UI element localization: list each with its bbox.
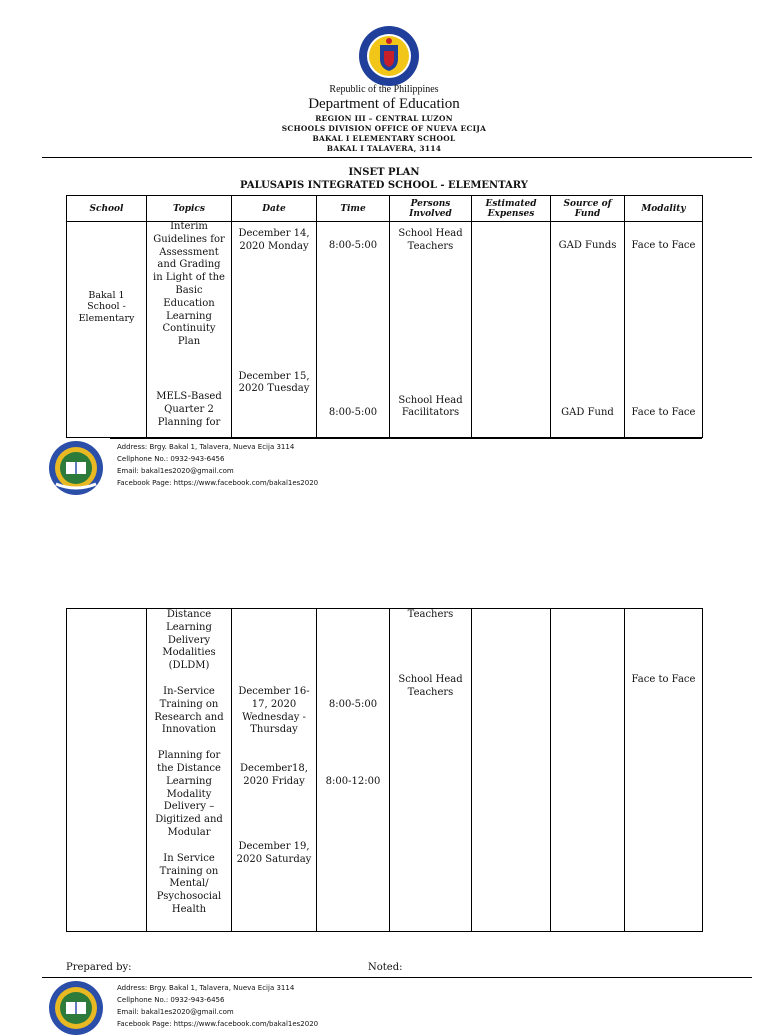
- fund-cell: [551, 609, 625, 932]
- inset-plan-table-continued: [66, 608, 703, 932]
- school-logo-icon: [48, 440, 104, 496]
- document-title: INSET PLAN: [348, 167, 420, 178]
- fund-cell: GAD Fund: [561, 406, 614, 418]
- header-topics: Topics: [147, 196, 232, 222]
- footer-email: Email: bakal1es2020@gmail.com: [117, 467, 234, 475]
- topic-cell: Interim Guidelines for Assessment and Grading in Light of the Basic Education Learning Continuity Plan: [153, 221, 225, 348]
- inset-plan-table: [66, 195, 703, 438]
- header-date: Date: [232, 196, 317, 222]
- date-cell: December 15, 2020 Tuesday: [238, 370, 310, 395]
- school-cell: Bakal 1 School - Elementary: [78, 289, 135, 324]
- date-cell: December 16-17, 2020 Wednesday - Thursday: [238, 686, 310, 736]
- date-cell: December18, 2020 Friday: [240, 763, 308, 787]
- footer-facebook: Facebook Page: https://www.facebook.com/bakal1es2020: [117, 479, 319, 487]
- topic-cell: Planning for the Distance Learning Modality Delivery – Digitized and Modular: [155, 750, 223, 838]
- footer-cellphone: Cellphone No.: 0932-943-6456: [117, 455, 225, 463]
- date-cell: December 14, 2020 Monday: [238, 228, 310, 252]
- persons-cell: Teachers: [407, 609, 454, 620]
- modality-cell: Face to Face: [631, 406, 696, 418]
- division-line: SCHOOLS DIVISION OFFICE OF NUEVA ECIJA: [281, 124, 487, 133]
- footer-address: Address: Brgy. Bakal 1, Talavera, Nueva Ecija 3114: [117, 443, 295, 451]
- school-line: BAKAL I ELEMENTARY SCHOOL: [312, 134, 456, 143]
- header-fund: Source of Fund: [551, 196, 625, 222]
- expenses-cell: [472, 222, 551, 438]
- republic-line: Republic of the Philippines: [329, 84, 439, 95]
- noted-label: Noted:: [368, 962, 403, 973]
- persons-cell: School Head Teachers: [398, 673, 463, 698]
- header-divider: [42, 157, 752, 158]
- footer-address: Address: Brgy. Bakal 1, Talavera, Nueva Ecija 3114: [117, 984, 295, 992]
- header-time: Time: [317, 196, 390, 222]
- fund-cell: GAD Funds: [558, 240, 617, 251]
- department-name: Department of Education: [308, 96, 460, 112]
- topic-cell: MELS-Based Quarter 2 Planning for: [156, 390, 222, 428]
- header-persons: Persons Involved: [390, 196, 472, 222]
- modality-cell: Face to Face: [631, 240, 696, 251]
- region-line: REGION III – CENTRAL LUZON: [315, 114, 453, 123]
- time-cell: 8:00-5:00: [328, 406, 378, 418]
- persons-cell: School Head Facilitators: [398, 394, 463, 419]
- school-logo-icon: [48, 980, 104, 1036]
- header-modality: Modality: [625, 196, 703, 222]
- school-cell: [67, 609, 147, 932]
- time-cell: 8:00-5:00: [328, 240, 378, 251]
- deped-seal-icon: [358, 25, 420, 87]
- footer-facebook: Facebook Page: https://www.facebook.com/bakal1es2020: [117, 1020, 319, 1028]
- footer-cellphone: Cellphone No.: 0932-943-6456: [117, 996, 225, 1004]
- footer-divider: [110, 438, 702, 439]
- topic-cell: In Service Training on Mental/ Psychosocial Health: [156, 852, 222, 915]
- document-subtitle: PALUSAPIS INTEGRATED SCHOOL - ELEMENTARY: [240, 180, 528, 191]
- footer-email: Email: bakal1es2020@gmail.com: [117, 1008, 234, 1016]
- prepared-by-label: Prepared by:: [66, 962, 132, 973]
- expenses-cell: [472, 609, 551, 932]
- school-address-line: BAKAL I TALAVERA, 3114: [326, 144, 442, 153]
- topic-cell: Distance Learning Delivery Modalities (DLDM): [162, 609, 216, 672]
- header-expenses: Estimated Expenses: [472, 196, 551, 222]
- footer-divider: [42, 977, 752, 978]
- header-school: School: [67, 196, 147, 222]
- modality-cell: Face to Face: [631, 674, 696, 685]
- date-cell: December 19, 2020 Saturday: [236, 840, 312, 865]
- table-row: [67, 222, 703, 438]
- topic-cell: In-Service Training on Research and Innovation: [154, 685, 224, 736]
- table-row: [67, 609, 703, 932]
- time-cell: 8:00-12:00: [325, 775, 381, 787]
- time-cell: 8:00-5:00: [328, 699, 378, 710]
- persons-cell: School Head Teachers: [398, 228, 463, 252]
